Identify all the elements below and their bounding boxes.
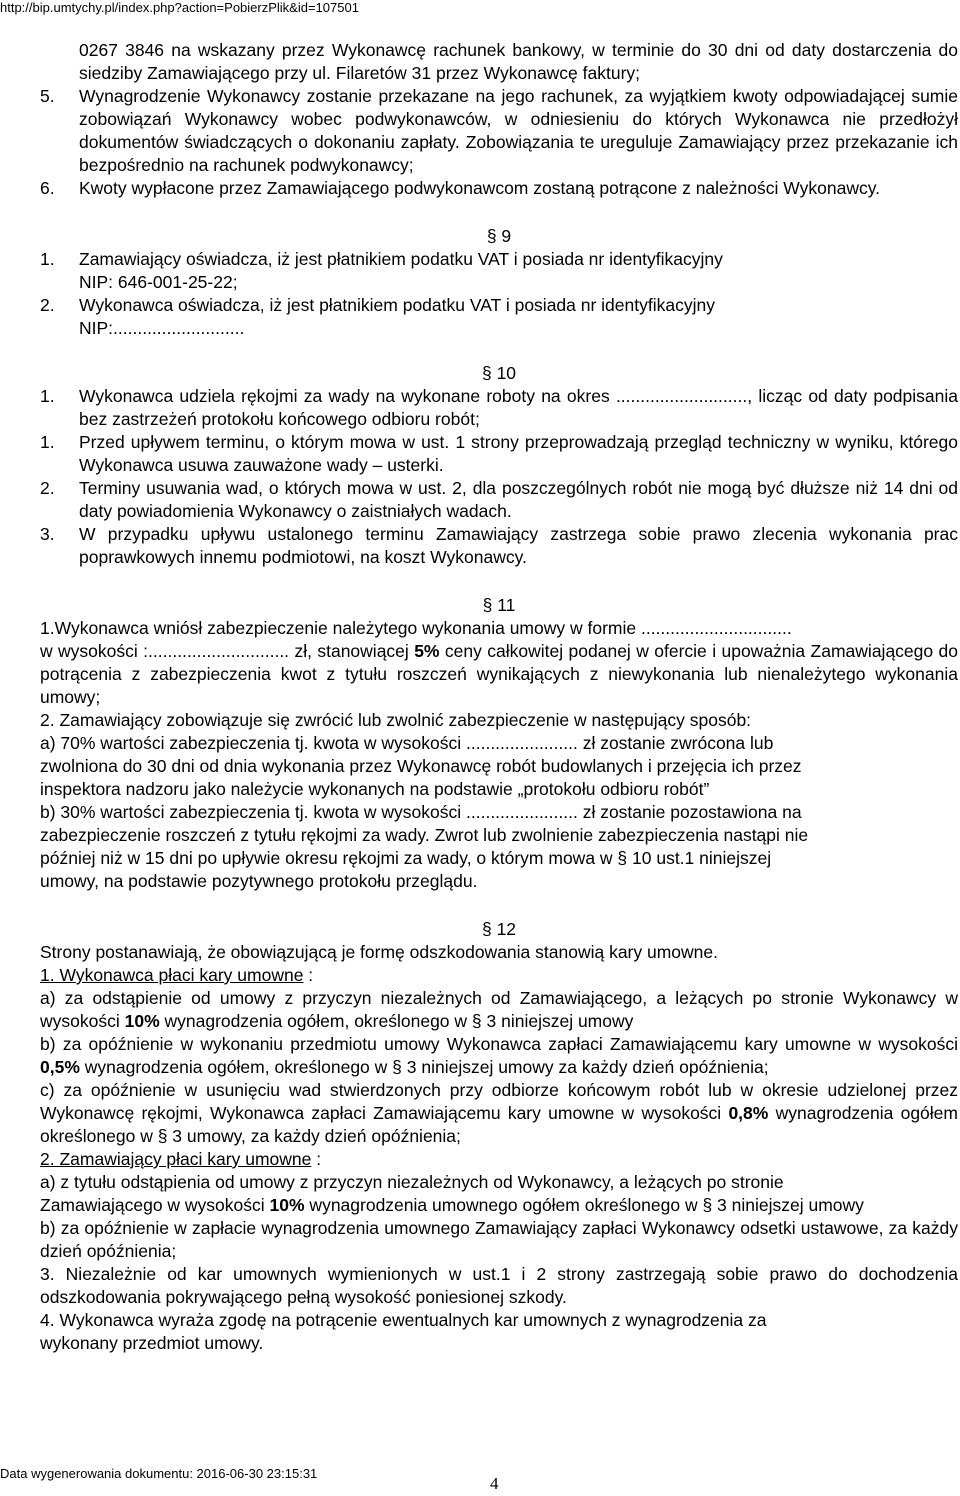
list-text: Terminy usuwania wad, o których mowa w ust. 2, dla poszczególnych robót nie mogą być dłuższe niż 14 dni od daty powiadomienia Wykonawcy o zaistniałych wadach.	[79, 478, 958, 521]
list-text: Wykonawca udziela rękojmi za wady na wykonane roboty na okres ..........................., licząc od daty podpisania bez zastrzeżeń protokołu końcowego odbioru robót;	[79, 386, 958, 429]
list-number	[40, 39, 79, 85]
section-heading-12: § 12	[481, 919, 517, 939]
list-item	[40, 248, 958, 294]
bold-value: 10%	[124, 1011, 160, 1031]
text-run: :	[303, 965, 314, 985]
list-item	[40, 294, 958, 340]
text-run: ceny całkowitej podanej w ofercie i upoważnia Zamawiającego do potrącenia z zabezpieczenia kwot z tytułu roszczeń wynikających z niewykonania lub nienależytego wykonania umowy;	[40, 641, 958, 707]
list-number: 2.	[40, 295, 55, 315]
bold-value: 0,5%	[40, 1057, 80, 1077]
text-run: wynagrodzenia ogółem, określonego w § 3 niniejszej umowy za każdy dzień opóźnienia;	[79, 1057, 769, 1077]
text-line: później niż w 15 dni po upływie okresu rękojmi za wady, o którym mowa w § 10 ust.1 niniejszej	[40, 848, 772, 868]
text-line: zwolniona do 30 dni od dnia wykonania przez Wykonawcę robót budowlanych i przejęcia ich przez	[40, 756, 802, 776]
underlined-heading: 1. Wykonawca płaci kary umowne	[40, 965, 304, 985]
text-run: w wysokości :............................. zł, stanowiącej	[40, 641, 415, 661]
text-line: inspektora nadzoru jako należycie wykonanych na podstawie „protokołu odbioru robót”	[40, 779, 710, 799]
text-run: c) za opóźnienie w usunięciu wad stwierdzonych przy odbiorze końcowym robót lub w okresie udzielonej przez Wykonawcę rękojmi, Wykonawca zapłaci Zamawiającemu kary umowne w wysokości	[40, 1080, 958, 1123]
text-line: b) 30% wartości zabezpieczenia tj. kwota w wysokości ....................... zł zostanie pozostawiona na	[40, 802, 802, 822]
list-text	[79, 294, 958, 340]
source-url: http://bip.umtychy.pl/index.php?action=PobierzPlik&id=107501	[0, 0, 359, 15]
text-line: wykonany przedmiot umowy.	[40, 1333, 264, 1353]
list-item	[40, 431, 958, 477]
text-run: :	[311, 1149, 322, 1169]
list-number: 2.	[40, 478, 55, 498]
list-text: Przed upływem terminu, o którym mowa w ust. 1 strony przeprowadzają przegląd techniczny w wyniku, którego Wykonawca usuwa zauważone wady – usterki.	[79, 432, 958, 475]
list-number: 1.	[40, 249, 55, 269]
text-run: wynagrodzenia ogółem określonego w § 3 umowy, za każdy dzień opóźnienia;	[40, 1103, 958, 1146]
text-run: wynagrodzenia umownego ogółem określonego w § 3 niniejszej umowy	[304, 1195, 864, 1215]
list-text: Wynagrodzenie Wykonawcy zostanie przekazane na jego rachunek, za wyjątkiem kwoty odpowiadającej sumie zobowiązań Wykonawcy wobec podwykonawców, w odniesieniu do których Wykonawca nie przedłożył dokumentów świadczących o dokonaniu zapłaty. Zobowiązania te ureguluje Zamawiający przez przekazanie ich bezpośrednio na rachunek podwykonawcy;	[79, 86, 958, 175]
page-number: 4	[490, 1474, 499, 1493]
section-heading-9: § 9	[486, 226, 512, 246]
text-line: 4. Wykonawca wyraża zgodę na potrącenie ewentualnych kar umownych z wynagrodzenia za	[40, 1310, 767, 1330]
section-heading-11: § 11	[482, 595, 516, 615]
paragraph: Strony postanawiają, że obowiązującą je formę odszkodowania stanowią kary umowne.	[40, 942, 719, 962]
list-item	[40, 477, 958, 523]
list-number: 1.	[40, 432, 55, 452]
text-line: a) z tytułu odstąpienia od umowy z przyczyn niezależnych od Wykonawcy, a leżących po stronie	[40, 1172, 784, 1192]
text-line: a) 70% wartości zabezpieczenia tj. kwota w wysokości ....................... zł zostanie zwrócona lub	[40, 733, 774, 753]
paragraph: b) za opóźnienie w zapłacie wynagrodzenia umownego Zamawiający zapłaci Wykonawcy odsetki ustawowe, za każdy dzień opóźnienia;	[40, 1218, 958, 1261]
list-item	[40, 85, 958, 177]
text-line: zabezpieczenie roszczeń z tytułu rękojmi za wady. Zwrot lub zwolnienie zabezpieczenia nastąpi nie	[40, 825, 809, 845]
bold-value: 0,8%	[728, 1103, 769, 1123]
list-text: W przypadku upływu ustalonego terminu Zamawiający zastrzega sobie prawo zlecenia wykonania prac poprawkowych innemu podmiotowi, na koszt Wykonawcy.	[79, 524, 958, 567]
list-number: 5.	[40, 86, 55, 106]
paragraph	[40, 1079, 958, 1148]
list-text: Kwoty wypłacone przez Zamawiającego podwykonawcom zostaną potrącone z należności Wykonawcy.	[79, 178, 881, 198]
section-heading-10: § 10	[481, 363, 517, 383]
list-number: 3.	[40, 524, 55, 544]
text-line: NIP:...........................	[79, 318, 245, 338]
list-item	[40, 177, 958, 200]
generated-date: Data wygenerowania dokumentu: 2016-06-30 23:15:31	[0, 1466, 318, 1481]
paragraph: 3. Niezależnie od kar umownych wymienionych w ust.1 i 2 strony zastrzegają sobie prawo do dochodzenia odszkodowania pokrywającego pełną wysokość poniesionej szkody.	[40, 1264, 958, 1307]
subheading	[40, 964, 958, 987]
bold-value: 10%	[269, 1195, 305, 1215]
list-text: 0267 3846 na wskazany przez Wykonawcę rachunek bankowy, w terminie do 30 dni od daty dostarczenia do siedziby Zamawiającego przy ul. Filaretów 31 przez Wykonawcę faktury;	[79, 40, 958, 83]
text-line: Wykonawca oświadcza, iż jest płatnikiem podatku VAT i posiada nr identyfikacyjny	[79, 295, 715, 315]
paragraph	[40, 1194, 958, 1217]
list-item	[40, 385, 958, 431]
list-number: 1.	[40, 386, 55, 406]
text-run: a) za odstąpienie od umowy z przyczyn niezależnych od Zamawiającego, a leżących po stronie Wykonawcy w wysokości	[40, 988, 958, 1031]
list-number: 6.	[40, 178, 55, 198]
subheading	[40, 1148, 958, 1171]
paragraph: 2. Zamawiający zobowiązuje się zwrócić lub zwolnić zabezpieczenie w następujący sposób:	[40, 710, 752, 730]
underlined-heading: 2. Zamawiający płaci kary umowne	[40, 1149, 312, 1169]
text-line: Zamawiający oświadcza, iż jest płatnikiem podatku VAT i posiada nr identyfikacyjny	[79, 249, 723, 269]
text-run: wynagrodzenia ogółem, określonego w § 3 niniejszej umowy	[159, 1011, 634, 1031]
list-item	[40, 39, 958, 85]
text-line: umowy, na podstawie pozytywnego protokołu przeglądu.	[40, 871, 478, 891]
paragraph	[40, 1033, 958, 1079]
text-run: b) za opóźnienie w wykonaniu przedmiotu umowy Wykonawca zapłaci Zamawiającemu kary umowne w wysokości	[40, 1034, 958, 1054]
document-page	[40, 39, 958, 1355]
list-item	[40, 523, 958, 569]
paragraph	[40, 987, 958, 1033]
list-text	[79, 248, 958, 294]
text-run: Zamawiającego w wysokości	[40, 1195, 270, 1215]
bold-value: 5%	[414, 641, 440, 661]
text-line: NIP: 646-001-25-22;	[79, 272, 238, 292]
paragraph	[40, 640, 958, 709]
paragraph: 1.Wykonawca wniósł zabezpieczenie należytego wykonania umowy w formie ...............................	[40, 618, 792, 638]
